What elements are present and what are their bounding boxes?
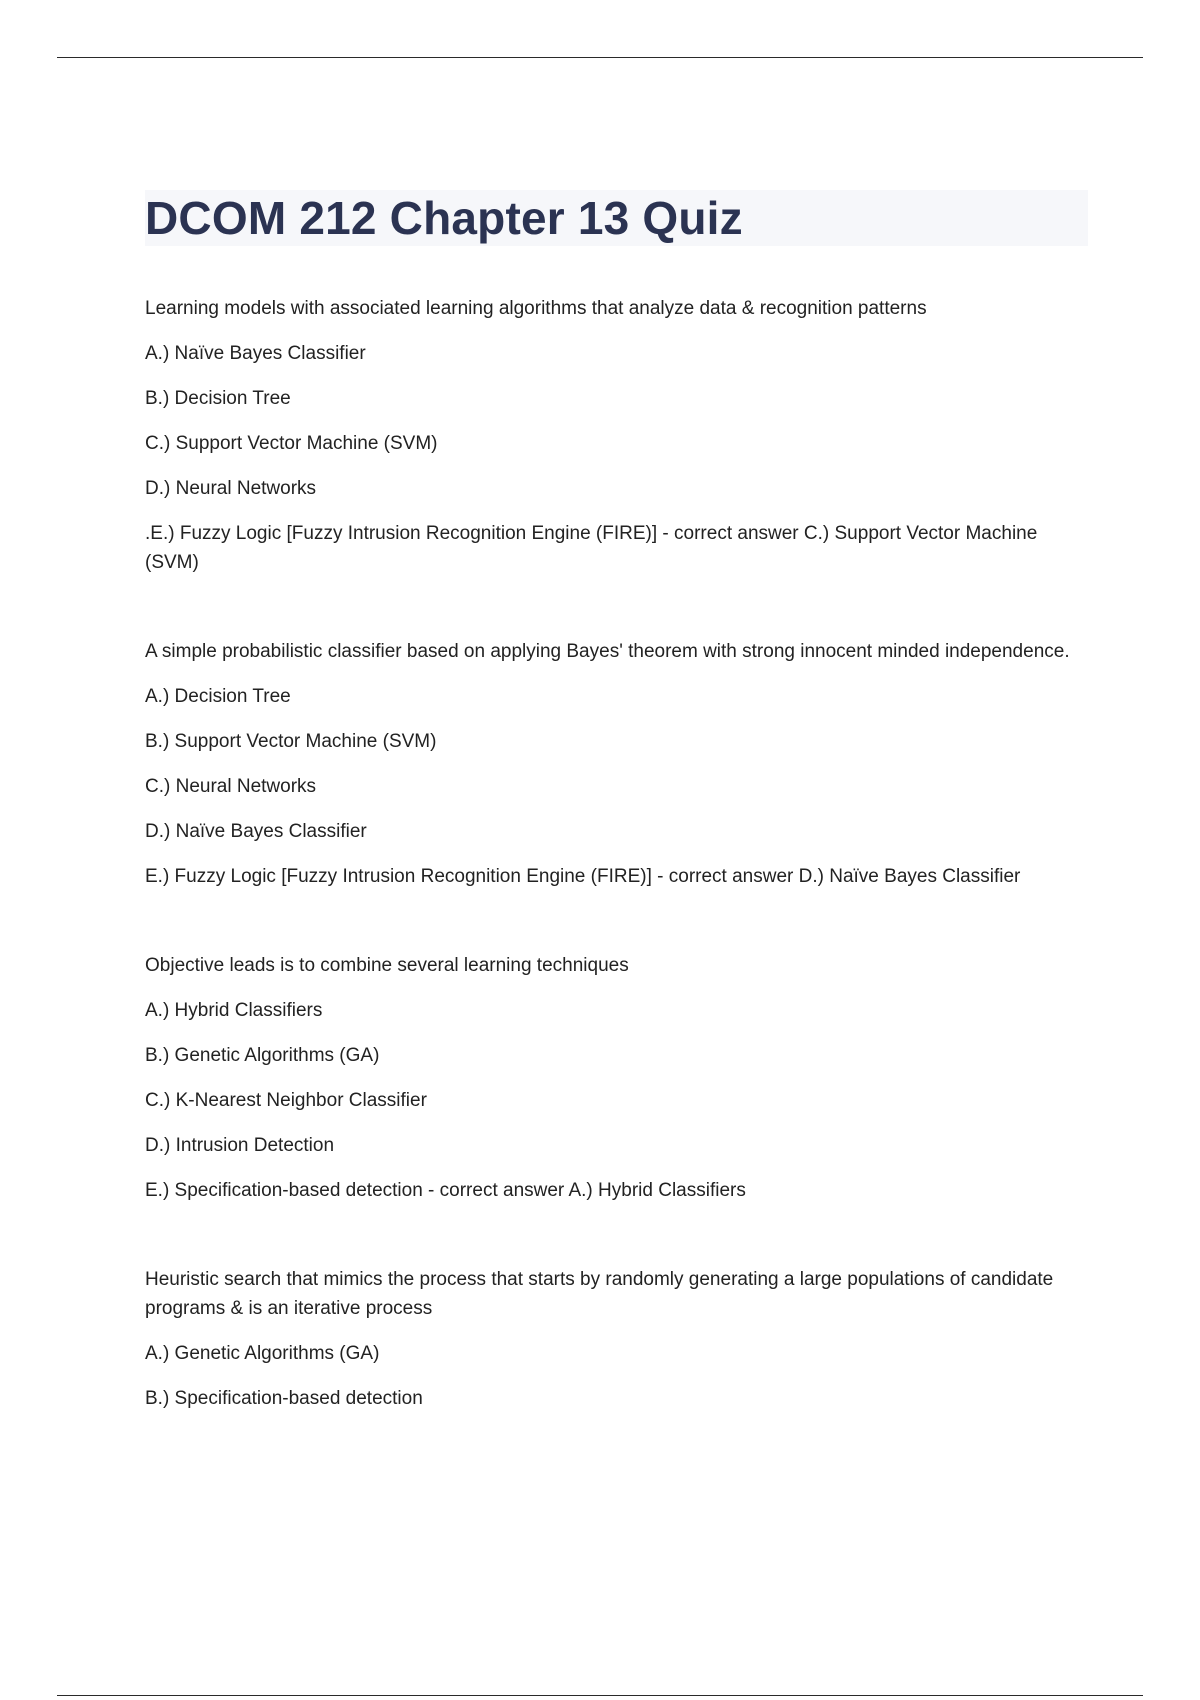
answer-option: C.) K-Nearest Neighbor Classifier	[145, 1090, 427, 1111]
title-bar	[145, 190, 1088, 246]
answer-option: A.) Hybrid Classifiers	[145, 1000, 323, 1021]
question-4	[145, 1265, 1088, 1413]
answer-option: D.) Neural Networks	[145, 478, 317, 499]
question-text: Learning models with associated learning algorithms that analyze data & recognition patterns	[145, 298, 927, 319]
answer-option: B.) Genetic Algorithms (GA)	[145, 1045, 380, 1066]
answer-option: D.) Intrusion Detection	[145, 1135, 335, 1156]
top-rule	[57, 57, 1143, 58]
answer-option-with-correct-answer: .E.) Fuzzy Logic [Fuzzy Intrusion Recognition Engine (FIRE)] - correct answer C.) Support Vector Machine (SVM)	[145, 523, 1038, 573]
answer-option: C.) Neural Networks	[145, 776, 317, 797]
answer-option: C.) Support Vector Machine (SVM)	[145, 433, 438, 454]
bottom-rule	[57, 1695, 1143, 1696]
document-body	[145, 190, 1088, 1473]
answer-option: A.) Naïve Bayes Classifier	[145, 343, 366, 364]
answer-option: A.) Decision Tree	[145, 686, 291, 707]
answer-option: B.) Decision Tree	[145, 388, 291, 409]
answer-option: D.) Naïve Bayes Classifier	[145, 821, 367, 842]
answer-option: A.) Genetic Algorithms (GA)	[145, 1343, 380, 1364]
question-3	[145, 951, 1088, 1205]
question-1	[145, 294, 1088, 577]
answer-option: B.) Support Vector Machine (SVM)	[145, 731, 437, 752]
answer-option-with-correct-answer: E.) Fuzzy Logic [Fuzzy Intrusion Recognition Engine (FIRE)] - correct answer D.) Naïve Bayes Classifier	[145, 866, 1021, 887]
question-text: Heuristic search that mimics the process that starts by randomly generating a large populations of candidate programs & is an iterative process	[145, 1269, 1054, 1319]
answer-option: B.) Specification-based detection	[145, 1388, 423, 1409]
question-text: A simple probabilistic classifier based on applying Bayes' theorem with strong innocent minded independence.	[145, 641, 1070, 662]
question-text: Objective leads is to combine several learning techniques	[145, 955, 629, 976]
question-2	[145, 637, 1088, 891]
document-title: DCOM 212 Chapter 13 Quiz	[145, 192, 743, 244]
answer-option-with-correct-answer: E.) Specification-based detection - correct answer A.) Hybrid Classifiers	[145, 1180, 746, 1201]
